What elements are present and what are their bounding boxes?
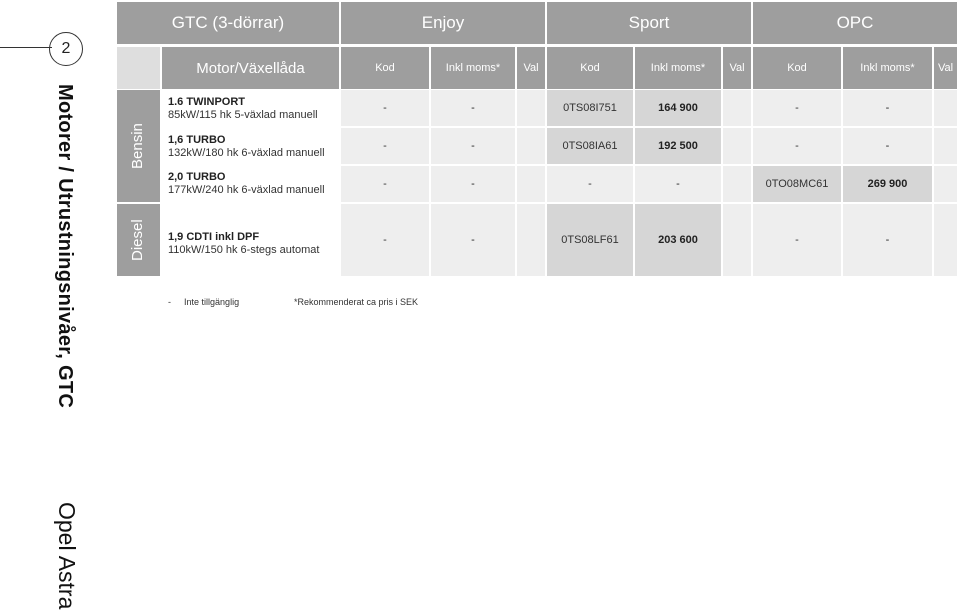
engine-name: 1,9 CDTI inkl DPF xyxy=(168,231,260,243)
engine-col-header xyxy=(162,47,339,89)
not-available-label: Inte tillgänglig xyxy=(184,297,240,307)
cell-kod: - xyxy=(341,90,429,126)
sub-header-kod: Kod xyxy=(341,47,429,89)
header-spacer xyxy=(117,47,160,89)
sub-header-inkl-moms: Inkl moms* xyxy=(635,47,721,89)
trim-header-enjoy: Enjoy xyxy=(341,2,545,44)
sub-header-kod: Kod xyxy=(753,47,841,89)
cell-val xyxy=(723,128,751,164)
cell-price: - xyxy=(431,166,515,202)
cell-kod: 0TS08LF61 xyxy=(547,204,633,276)
footnote-not-available xyxy=(168,297,239,307)
sub-header-inkl-moms: Inkl moms* xyxy=(843,47,932,89)
engine-name: 2,0 TURBO xyxy=(168,171,226,183)
cell-val xyxy=(934,128,957,164)
trim-header-opc: OPC xyxy=(753,2,957,44)
cell-price: - xyxy=(843,128,932,164)
sub-header-inkl-moms: Inkl moms* xyxy=(431,47,515,89)
footnote-recommended-price: *Rekommenderat ca pris i SEK xyxy=(294,297,419,307)
cell-val xyxy=(517,204,545,276)
cell-kod: - xyxy=(547,166,633,202)
fuel-group-diesel xyxy=(117,204,160,276)
cell-val xyxy=(517,128,545,164)
cell-val xyxy=(934,166,957,202)
engine-spec: 177kW/240 hk 6-växlad manuell xyxy=(168,184,325,196)
fuel-group-diesel-label: Diesel xyxy=(129,219,146,261)
fuel-group-bensin-label: Bensin xyxy=(129,123,146,169)
engine-name: 1,6 TURBO xyxy=(168,134,226,146)
cell-kod: - xyxy=(753,90,841,126)
cell-price: 203 600 xyxy=(635,204,721,276)
cell-val xyxy=(517,166,545,202)
page-number-line xyxy=(0,47,52,48)
cell-price: 192 500 xyxy=(635,128,721,164)
cell-val xyxy=(517,90,545,126)
cell-val xyxy=(723,166,751,202)
cell-price: 164 900 xyxy=(635,90,721,126)
fuel-group-bensin xyxy=(117,90,160,202)
cell-kod: - xyxy=(753,128,841,164)
sub-header-val: Val xyxy=(517,47,545,89)
sub-header-val: Val xyxy=(934,47,957,89)
engine-spec: 85kW/115 hk 5-växlad manuell xyxy=(168,109,318,121)
cell-price: - xyxy=(431,128,515,164)
cell-price: - xyxy=(843,90,932,126)
section-title: Motorer / Utrustningsnivåer, GTC xyxy=(54,84,76,409)
engine-spec: 110kW/150 hk 6-stegs automat xyxy=(168,244,320,256)
sub-header-kod: Kod xyxy=(547,47,633,89)
cell-price: - xyxy=(635,166,721,202)
cell-val xyxy=(934,90,957,126)
engine-name: 1.6 TWINPORT xyxy=(168,96,246,108)
cell-val xyxy=(934,204,957,276)
cell-kod: 0TS08I751 xyxy=(547,90,633,126)
cell-kod: - xyxy=(341,204,429,276)
engine-col-label: Motor/Växellåda xyxy=(196,59,305,77)
cell-val xyxy=(723,90,751,126)
cell-price: - xyxy=(431,90,515,126)
page-number-circle xyxy=(49,32,83,66)
cell-kod: - xyxy=(341,128,429,164)
cell-price: - xyxy=(431,204,515,276)
cell-price: - xyxy=(843,204,932,276)
engine-row-2 xyxy=(168,134,325,160)
cell-val xyxy=(723,204,751,276)
model-header: GTC (3-dörrar) xyxy=(117,2,339,44)
cell-kod: - xyxy=(753,204,841,276)
model-title: Opel Astra xyxy=(54,502,80,610)
cell-kod: 0TO08MC61 xyxy=(753,166,841,202)
engine-row-4 xyxy=(168,231,319,257)
sub-header-val: Val xyxy=(723,47,751,89)
cell-kod: - xyxy=(341,166,429,202)
engine-row-1 xyxy=(168,96,318,122)
page-number: 2 xyxy=(61,40,71,57)
engine-row-3 xyxy=(168,171,325,197)
cell-price: 269 900 xyxy=(843,166,932,202)
engine-spec: 132kW/180 hk 6-växlad manuell xyxy=(168,147,325,159)
cell-kod: 0TS08IA61 xyxy=(547,128,633,164)
not-available-symbol: - xyxy=(168,297,171,307)
trim-header-sport: Sport xyxy=(547,2,751,44)
